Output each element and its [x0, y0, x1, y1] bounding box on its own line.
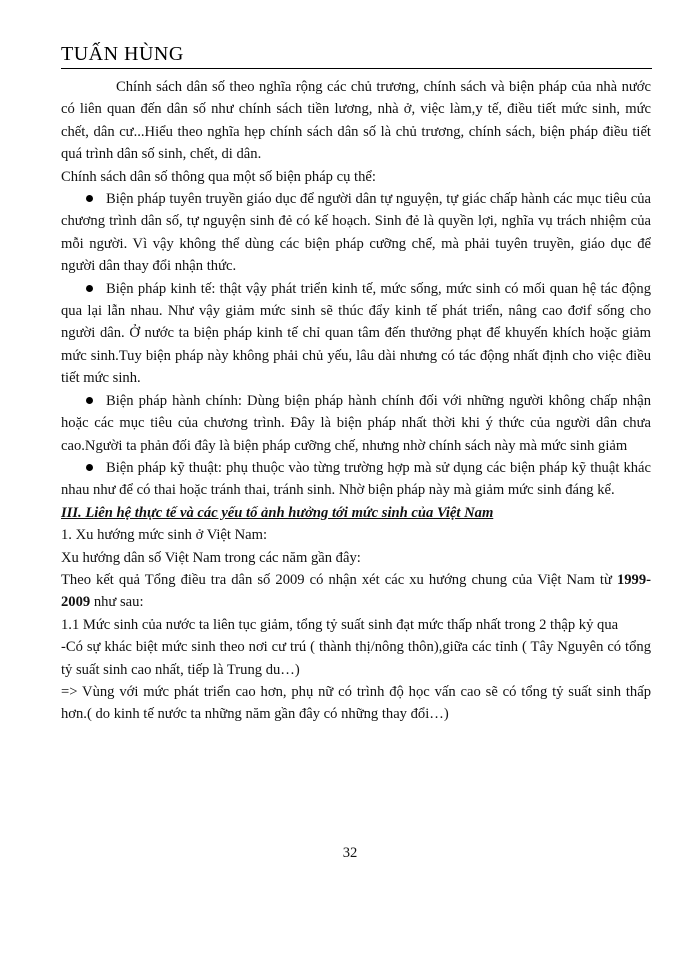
- subsection-title: 1. Xu hướng mức sinh ở Việt Nam:: [61, 527, 268, 544]
- bullet-item: [61, 188, 651, 278]
- bullet-item: [61, 390, 651, 457]
- intro-paragraph: Chính sách dân số theo nghĩa rộng các chủ trương, chính sách và biện pháp của nhà nước có liên quan đến dân số như chính sách tiền lương, nhà ở, việc làm,y tế, điều tiết mức sinh, mức chết, dân cư...Hiểu theo nghĩa hẹp chính sách dân số là chủ trương, chính sách, biện pháp điều tiết quá trình dân số sinh, chết, di dân.: [61, 79, 651, 163]
- bullet-item: [61, 457, 651, 502]
- page-number: 32: [342, 845, 358, 861]
- bullet-icon: [86, 195, 93, 202]
- census-years: 1999-2009: [61, 571, 651, 611]
- census-text-pre: Theo kết quả Tổng điều tra dân số 2009 có nhận xét các xu hướng chung của Việt Nam từ: [61, 571, 617, 588]
- page-header-title: TUẤN HÙNG: [61, 43, 184, 65]
- bullet-text-propaganda: Biện pháp tuyên truyền giáo dục để người dân tự nguyện, tự giác chấp hành các mục tiêu của chương trình dân số, tự nguyện sinh đẻ có kế hoạch. Sinh đẻ là quyền lợi, nghĩa vụ trách nhiệm của mỗi người. Vì vậy không thể dùng các biện pháp cưỡng chế, mà phải tuyên truyền, giáo dục để người dân thay đổi nhận thức.: [61, 191, 651, 275]
- census-paragraph: [61, 569, 651, 614]
- bullet-icon: [86, 397, 93, 404]
- bullet-icon: [86, 464, 93, 471]
- bullet-icon: [86, 285, 93, 292]
- trend-residence-difference: -Có sự khác biệt mức sinh theo nơi cư trú ( thành thị/nông thôn),giữa các tỉnh ( Tây Nguyên có tổng tỷ suất sinh cao nhất, tiếp là Trung du…): [61, 639, 651, 678]
- bullet-text-technical: Biện pháp kỹ thuật: phụ thuộc vào từng trường hợp mà sử dụng các biện pháp kỹ thuật khác nhau như để có thai hoặc tránh thai, tránh sinh. Nhờ biện pháp này mà giảm mức sinh đáng kể.: [61, 459, 651, 499]
- bullet-item: [61, 278, 651, 390]
- trend-intro: Xu hướng dân số Việt Nam trong các năm gần đây:: [61, 549, 361, 566]
- header-divider: [61, 68, 652, 69]
- census-text-post: như sau:: [90, 594, 144, 611]
- bullet-text-administrative: Biện pháp hành chính: Dùng biện pháp hành chính đối với những người không chấp nhận hoặc các mục tiêu của chương trình. Đây là biện pháp nhất thời khi ý thức của người dân chưa cao.Người ta phản đối đây là biện pháp cưỡng chế, nhưng nhờ chính sách này mà mức sinh giảm: [61, 392, 651, 454]
- section-heading: III. Liên hệ thực tế và các yếu tố ảnh hưởng tới mức sinh của Việt Nam: [61, 504, 494, 521]
- page-content: [61, 76, 651, 726]
- measures-intro: Chính sách dân số thông qua một số biện pháp cụ thể:: [61, 168, 376, 185]
- trend-conclusion: => Vùng với mức phát triển cao hơn, phụ nữ có trình độ học vấn cao sẽ có tổng tỷ suất sinh thấp hơn.( do kinh tế nước ta những năm gần đây có những thay đổi…): [61, 683, 651, 723]
- trend-point-1-1: 1.1 Mức sinh của nước ta liên tục giảm, tổng tỷ suất sinh đạt mức thấp nhất trong 2 thập kỷ qua: [61, 616, 619, 633]
- bullet-text-economic: Biện pháp kinh tế: thật vậy phát triển kinh tế, mức sống, mức sinh có mối quan hệ tác động qua lại lẫn nhau. Như vậy giảm mức sinh sẽ thúc đẩy kinh tế phát triển, nâng cao đơif sống cho người dân. Ở nước ta biện pháp kinh tế chỉ quan tâm đến thưởng phạt để khuyến khích hoặc giảm mức sinh.Tuy biện pháp này không phải chủ yếu, lâu dài nhưng có tác động nhất định cho việc điều tiết mức sinh.: [61, 280, 651, 387]
